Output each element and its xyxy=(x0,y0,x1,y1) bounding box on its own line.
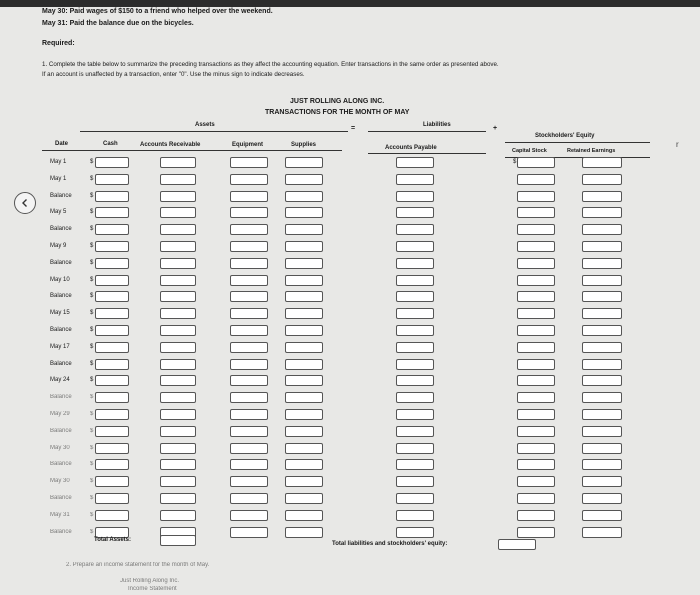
accounts-payable-input[interactable] xyxy=(396,342,434,353)
capital-stock-input[interactable] xyxy=(517,241,555,252)
supplies-input[interactable] xyxy=(285,224,323,235)
accounts-payable-input[interactable] xyxy=(396,207,434,218)
back-button[interactable] xyxy=(14,192,36,214)
accounts-payable-input[interactable] xyxy=(396,325,434,336)
dollar-sign: $ xyxy=(90,427,94,434)
cash-input[interactable] xyxy=(95,527,129,538)
liabilities-group-header: Liabilities xyxy=(423,122,451,128)
row-date-label: Balance xyxy=(50,427,72,434)
retained-earnings-input[interactable] xyxy=(582,224,622,235)
equipment-input[interactable] xyxy=(230,409,268,420)
cash-input[interactable] xyxy=(95,510,129,521)
equipment-input[interactable] xyxy=(230,325,268,336)
statement-company: Just Rolling Along Inc. xyxy=(120,578,180,584)
equipment-input[interactable] xyxy=(230,308,268,319)
accounts-payable-input[interactable] xyxy=(396,191,434,202)
accounts-receivable-input[interactable] xyxy=(160,241,196,252)
capital-stock-input[interactable] xyxy=(517,157,555,168)
supplies-input[interactable] xyxy=(285,308,323,319)
accounts-payable-input[interactable] xyxy=(396,241,434,252)
equals-sign: = xyxy=(351,125,356,132)
supplies-input[interactable] xyxy=(285,476,323,487)
row-date-label: May 5 xyxy=(50,209,67,216)
supplies-input[interactable] xyxy=(285,409,323,420)
company-name: JUST ROLLING ALONG INC. xyxy=(290,98,385,105)
statement-title: Income Statement xyxy=(128,586,177,592)
accounts-payable-input[interactable] xyxy=(396,291,434,302)
row-date-label: May 30 xyxy=(50,444,70,451)
cash-input[interactable] xyxy=(95,241,129,252)
accounts-payable-input[interactable] xyxy=(396,224,434,235)
retained-earnings-input[interactable] xyxy=(582,258,622,269)
cash-input[interactable] xyxy=(95,275,129,286)
supplies-input[interactable] xyxy=(285,241,323,252)
retained-earnings-input[interactable] xyxy=(582,325,622,336)
cash-input[interactable] xyxy=(95,426,129,437)
retained-earnings-input[interactable] xyxy=(582,443,622,454)
supplies-input[interactable] xyxy=(285,157,323,168)
accounts-payable-input[interactable] xyxy=(396,426,434,437)
dollar-sign: $ xyxy=(90,293,94,300)
retained-earnings-input[interactable] xyxy=(582,426,622,437)
supplies-input[interactable] xyxy=(285,275,323,286)
retained-earnings-input[interactable] xyxy=(582,174,622,185)
header-underline xyxy=(42,150,342,151)
cash-input[interactable] xyxy=(95,392,129,403)
accounts-receivable-input[interactable] xyxy=(160,493,196,504)
retained-earnings-input[interactable] xyxy=(582,157,622,168)
equipment-input[interactable] xyxy=(230,291,268,302)
dollar-sign: $ xyxy=(90,377,94,384)
equipment-input[interactable] xyxy=(230,207,268,218)
row-date-label: May 30 xyxy=(50,478,70,485)
dollar-sign: $ xyxy=(90,444,94,451)
dollar-sign: $ xyxy=(90,259,94,266)
row-date-label: Balance xyxy=(50,293,72,300)
equipment-input[interactable] xyxy=(230,426,268,437)
accounts-receivable-input[interactable] xyxy=(160,443,196,454)
dollar-sign: $ xyxy=(90,394,94,401)
retained-earnings-input[interactable] xyxy=(582,527,622,538)
col-retained-earnings: Retained Earnings xyxy=(567,148,616,154)
capital-stock-input[interactable] xyxy=(517,527,555,538)
side-marker: r xyxy=(676,140,679,149)
capital-stock-input[interactable] xyxy=(517,191,555,202)
header-underline xyxy=(368,153,486,154)
capital-stock-input[interactable] xyxy=(517,426,555,437)
accounts-payable-input[interactable] xyxy=(396,476,434,487)
capital-stock-input[interactable] xyxy=(517,392,555,403)
supplies-input[interactable] xyxy=(285,392,323,403)
accounts-payable-input[interactable] xyxy=(396,443,434,454)
supplies-input[interactable] xyxy=(285,174,323,185)
row-date-label: May 15 xyxy=(50,310,70,317)
retained-earnings-input[interactable] xyxy=(582,359,622,370)
retained-earnings-input[interactable] xyxy=(582,275,622,286)
equipment-input[interactable] xyxy=(230,510,268,521)
accounts-receivable-input[interactable] xyxy=(160,392,196,403)
cash-input[interactable] xyxy=(95,224,129,235)
row-date-label: Balance xyxy=(50,461,72,468)
retained-earnings-input[interactable] xyxy=(582,409,622,420)
part2-label: 2. Prepare an income statement for the month of May. xyxy=(66,562,210,568)
supplies-input[interactable] xyxy=(285,291,323,302)
cash-input[interactable] xyxy=(95,207,129,218)
dollar-sign: $ xyxy=(90,192,94,199)
accounts-receivable-input[interactable] xyxy=(160,476,196,487)
accounts-payable-input[interactable] xyxy=(396,308,434,319)
retained-earnings-input[interactable] xyxy=(582,493,622,504)
equity-group-header: Stockholders' Equity xyxy=(535,133,595,139)
capital-stock-input[interactable] xyxy=(517,207,555,218)
assets-underline xyxy=(80,131,348,132)
equity-underline xyxy=(505,142,650,143)
col-accounts-payable: Accounts Payable xyxy=(385,145,437,151)
accounts-payable-input[interactable] xyxy=(396,493,434,504)
supplies-input[interactable] xyxy=(285,325,323,336)
capital-stock-input[interactable] xyxy=(517,443,555,454)
accounts-receivable-input[interactable] xyxy=(160,510,196,521)
dollar-sign: $ xyxy=(90,461,94,468)
equipment-input[interactable] xyxy=(230,275,268,286)
capital-stock-input[interactable] xyxy=(517,476,555,487)
cash-input[interactable] xyxy=(95,325,129,336)
dollar-sign: $ xyxy=(90,411,94,417)
cash-input[interactable] xyxy=(95,191,129,202)
supplies-input[interactable] xyxy=(285,426,323,437)
capital-stock-input[interactable] xyxy=(517,375,555,386)
equipment-input[interactable] xyxy=(230,157,268,168)
row-date-label: May 17 xyxy=(50,343,70,350)
accounts-receivable-input[interactable] xyxy=(160,342,196,353)
col-supplies: Supplies xyxy=(291,142,317,148)
capital-stock-input[interactable] xyxy=(517,224,555,235)
accounts-payable-input[interactable] xyxy=(396,510,434,521)
row-date-label: May 24 xyxy=(50,377,70,384)
retained-earnings-input[interactable] xyxy=(582,510,622,521)
retained-earnings-input[interactable] xyxy=(582,241,622,252)
dollar-sign: $ xyxy=(90,360,94,367)
retained-earnings-input[interactable] xyxy=(582,207,622,218)
row-date-label: Balance xyxy=(50,259,72,266)
cash-input[interactable] xyxy=(95,443,129,454)
equipment-input[interactable] xyxy=(230,459,268,470)
equipment-input[interactable] xyxy=(230,527,268,538)
retained-earnings-input[interactable] xyxy=(582,476,622,487)
supplies-input[interactable] xyxy=(285,375,323,386)
transaction-line: May 30: Paid wages of $150 to a friend who helped over the weekend. xyxy=(42,8,273,15)
accounts-receivable-input[interactable] xyxy=(160,359,196,370)
retained-earnings-input[interactable] xyxy=(582,308,622,319)
accounts-receivable-input[interactable] xyxy=(160,275,196,286)
retained-earnings-input[interactable] xyxy=(582,291,622,302)
dollar-sign: $ xyxy=(90,226,94,233)
supplies-input[interactable] xyxy=(285,510,323,521)
row-date-label: May 1 xyxy=(50,175,67,182)
accounts-receivable-input[interactable] xyxy=(160,224,196,235)
col-date: Date xyxy=(55,141,69,147)
plus-sign: + xyxy=(493,125,498,132)
dollar-sign: $ xyxy=(90,159,94,165)
retained-earnings-input[interactable] xyxy=(582,459,622,470)
accounts-receivable-input[interactable] xyxy=(160,191,196,202)
supplies-input[interactable] xyxy=(285,493,323,504)
retained-earnings-input[interactable] xyxy=(582,191,622,202)
equipment-input[interactable] xyxy=(230,392,268,403)
row-date-label: Balance xyxy=(50,495,72,501)
equipment-input[interactable] xyxy=(230,359,268,370)
dollar-sign: $ xyxy=(90,343,94,350)
capital-stock-input[interactable] xyxy=(517,308,555,319)
chevron-left-icon xyxy=(20,198,30,208)
supplies-input[interactable] xyxy=(285,191,323,202)
retained-earnings-input[interactable] xyxy=(582,342,622,353)
row-date-label: Balance xyxy=(50,394,72,401)
accounts-payable-input[interactable] xyxy=(396,359,434,370)
capital-stock-input[interactable] xyxy=(517,325,555,336)
capital-stock-input[interactable] xyxy=(517,342,555,353)
cash-input[interactable] xyxy=(95,493,129,504)
total-liab-equity-input[interactable] xyxy=(498,539,536,550)
cash-input[interactable] xyxy=(95,359,129,370)
equipment-input[interactable] xyxy=(230,174,268,185)
row-date-label: Balance xyxy=(50,327,72,333)
accounts-payable-input[interactable] xyxy=(396,157,434,168)
cash-input[interactable] xyxy=(95,174,129,185)
accounts-receivable-input[interactable] xyxy=(160,459,196,470)
dollar-sign: $ xyxy=(90,327,94,333)
row-date-label: May 29 xyxy=(50,411,70,417)
cash-input[interactable] xyxy=(95,258,129,269)
cash-input[interactable] xyxy=(95,476,129,487)
accounts-receivable-input[interactable] xyxy=(160,174,196,185)
retained-earnings-input[interactable] xyxy=(582,375,622,386)
total-assets-input[interactable] xyxy=(160,535,196,546)
dollar-sign: $ xyxy=(90,478,94,485)
dollar-sign: $ xyxy=(90,276,94,283)
accounts-receivable-input[interactable] xyxy=(160,258,196,269)
accounts-receivable-input[interactable] xyxy=(160,409,196,420)
row-date-label: May 1 xyxy=(50,159,67,165)
accounts-receivable-input[interactable] xyxy=(160,157,196,168)
accounts-receivable-input[interactable] xyxy=(160,426,196,437)
accounts-payable-input[interactable] xyxy=(396,375,434,386)
equipment-input[interactable] xyxy=(230,241,268,252)
equipment-input[interactable] xyxy=(230,342,268,353)
capital-stock-input[interactable] xyxy=(517,359,555,370)
top-bar xyxy=(0,0,700,7)
dollar-sign: $ xyxy=(90,175,94,182)
cash-input[interactable] xyxy=(95,375,129,386)
total-liab-equity-label: Total liabilities and stockholders' equity: xyxy=(332,541,448,547)
supplies-input[interactable] xyxy=(285,459,323,470)
capital-stock-input[interactable] xyxy=(517,510,555,521)
capital-stock-input[interactable] xyxy=(517,409,555,420)
capital-stock-input[interactable] xyxy=(517,275,555,286)
total-assets-label: Total Assets: xyxy=(94,537,132,543)
row-date-label: Balance xyxy=(50,528,72,535)
cash-input[interactable] xyxy=(95,459,129,470)
equipment-input[interactable] xyxy=(230,191,268,202)
dollar-sign: $ xyxy=(90,243,94,249)
accounts-payable-input[interactable] xyxy=(396,275,434,286)
equipment-input[interactable] xyxy=(230,258,268,269)
accounts-payable-input[interactable] xyxy=(396,258,434,269)
accounts-receivable-input[interactable] xyxy=(160,207,196,218)
instruction-text: 1. Complete the table below to summarize the preceding transactions as they affect the accounting equation. Enter transactions in the same order as presented above. xyxy=(42,61,499,68)
cash-input[interactable] xyxy=(95,342,129,353)
row-date-label: Balance xyxy=(50,192,72,199)
dollar-sign: $ xyxy=(90,511,94,518)
supplies-input[interactable] xyxy=(285,527,323,538)
supplies-input[interactable] xyxy=(285,258,323,269)
supplies-input[interactable] xyxy=(285,443,323,454)
capital-stock-input[interactable] xyxy=(517,258,555,269)
supplies-input[interactable] xyxy=(285,342,323,353)
col-capital-stock: Capital Stock xyxy=(512,148,547,154)
accounts-receivable-input[interactable] xyxy=(160,308,196,319)
equipment-input[interactable] xyxy=(230,443,268,454)
liabilities-underline xyxy=(368,131,486,132)
table-title: TRANSACTIONS FOR THE MONTH OF MAY xyxy=(265,109,410,116)
accounts-receivable-input[interactable] xyxy=(160,325,196,336)
row-date-label: Balance xyxy=(50,360,72,367)
accounts-payable-input[interactable] xyxy=(396,459,434,470)
equipment-input[interactable] xyxy=(230,493,268,504)
cash-input[interactable] xyxy=(95,409,129,420)
capital-stock-input[interactable] xyxy=(517,459,555,470)
transaction-line: May 31: Paid the balance due on the bicycles. xyxy=(42,20,194,27)
instruction-text: If an account is unaffected by a transaction, enter "0". Use the minus sign to indicate decreases. xyxy=(42,71,305,78)
dollar-sign: $ xyxy=(90,528,94,535)
accounts-payable-input[interactable] xyxy=(396,392,434,403)
supplies-input[interactable] xyxy=(285,359,323,370)
row-date-label: Balance xyxy=(50,226,72,233)
cash-input[interactable] xyxy=(95,308,129,319)
accounts-receivable-input[interactable] xyxy=(160,375,196,386)
col-cash: Cash xyxy=(103,141,118,147)
dollar-sign: $ xyxy=(90,310,94,317)
dollar-sign: $ xyxy=(90,209,94,216)
equipment-input[interactable] xyxy=(230,224,268,235)
capital-stock-input[interactable] xyxy=(517,291,555,302)
retained-earnings-input[interactable] xyxy=(582,392,622,403)
accounts-payable-input[interactable] xyxy=(396,409,434,420)
dollar-sign: $ xyxy=(513,159,517,165)
assets-group-header: Assets xyxy=(195,122,215,128)
col-equipment: Equipment xyxy=(232,142,263,148)
accounts-receivable-input[interactable] xyxy=(160,291,196,302)
accounts-payable-input[interactable] xyxy=(396,527,434,538)
col-accounts-receivable: Accounts Receivable xyxy=(140,142,201,148)
row-date-label: May 9 xyxy=(50,243,67,249)
row-date-label: May 10 xyxy=(50,276,70,283)
supplies-input[interactable] xyxy=(285,207,323,218)
cash-input[interactable] xyxy=(95,291,129,302)
accounts-payable-input[interactable] xyxy=(396,174,434,185)
capital-stock-input[interactable] xyxy=(517,493,555,504)
equipment-input[interactable] xyxy=(230,476,268,487)
cash-input[interactable] xyxy=(95,157,129,168)
dollar-sign: $ xyxy=(90,495,94,501)
row-date-label: May 31 xyxy=(50,511,70,518)
required-label: Required: xyxy=(42,40,75,47)
capital-stock-input[interactable] xyxy=(517,174,555,185)
equipment-input[interactable] xyxy=(230,375,268,386)
